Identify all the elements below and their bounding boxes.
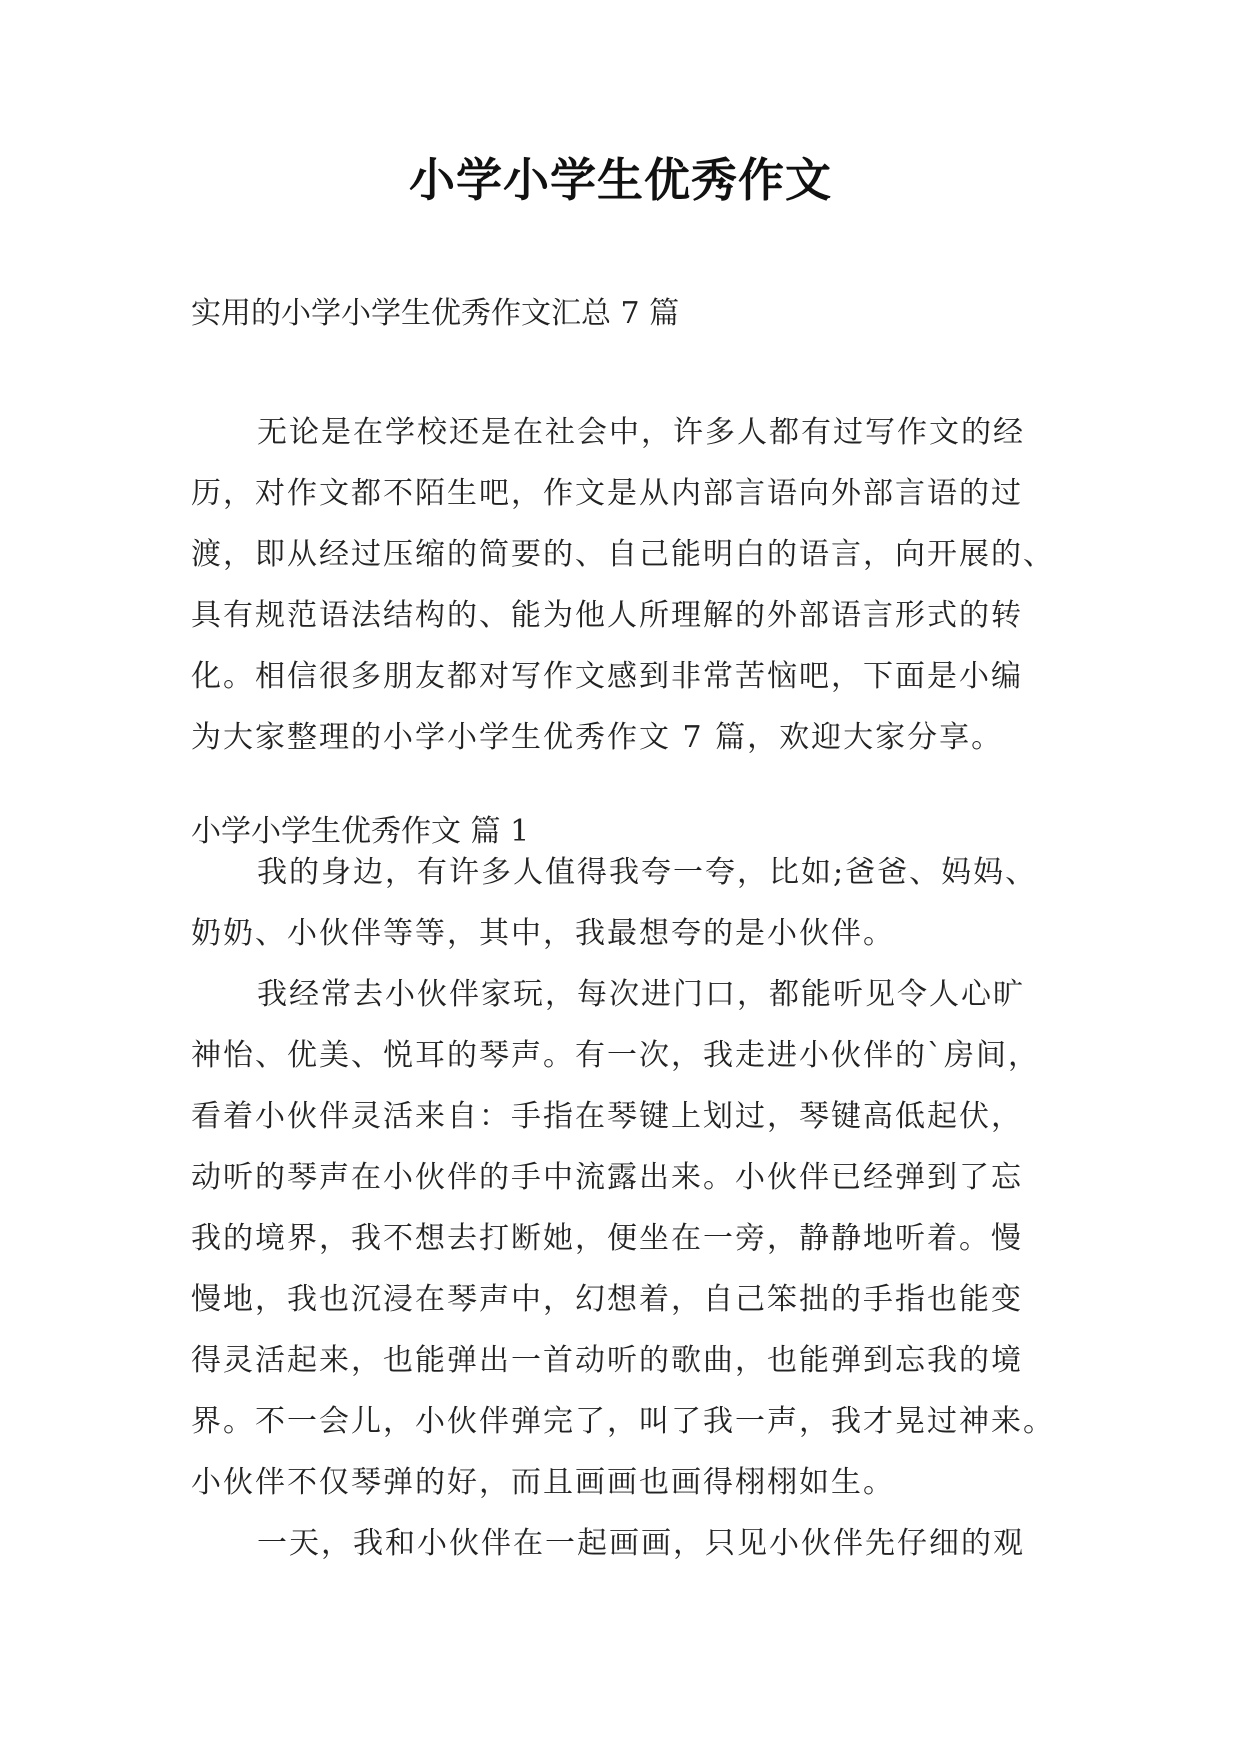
paragraph-line: 我经常去小伙伴家玩，每次进门口，都能听见令人心旷 (257, 977, 1025, 1012)
paragraph-line: 历，对作文都不陌生吧，作文是从内部言语向外部言语的过 (191, 476, 1023, 511)
paragraph-line: 慢地，我也沉浸在琴声中，幻想着，自己笨拙的手指也能变 (191, 1282, 1023, 1317)
paragraph-line: 我的境界，我不想去打断她，便坐在一旁，静静地听着。慢 (191, 1221, 1023, 1256)
document-subtitle: 实用的小学小学生优秀作文汇总 7 篇 (191, 296, 680, 331)
document-title: 小学小学生优秀作文 (409, 153, 832, 207)
paragraph-line: 奶奶、小伙伴等等，其中，我最想夸的是小伙伴。 (191, 916, 895, 951)
paragraph-line: 看着小伙伴灵活来自：手指在琴键上划过，琴键高低起伏， (191, 1099, 1023, 1134)
paragraph-line: 动听的琴声在小伙伴的手中流露出来。小伙伴已经弹到了忘 (191, 1160, 1023, 1195)
paragraph-line: 一天，我和小伙伴在一起画画，只见小伙伴先仔细的观 (257, 1526, 1025, 1561)
paragraph-line: 界。不一会儿，小伙伴弹完了，叫了我一声，我才晃过神来。 (191, 1404, 1055, 1439)
paragraph-line: 神怡、优美、悦耳的琴声。有一次，我走进小伙伴的`房间， (191, 1038, 1040, 1073)
paragraph-line: 渡，即从经过压缩的简要的、自己能明白的语言，向开展的、 (191, 537, 1055, 572)
paragraph-line: 为大家整理的小学小学生优秀作文 7 篇，欢迎大家分享。 (191, 720, 1004, 755)
paragraph-line: 无论是在学校还是在社会中，许多人都有过写作文的经 (257, 415, 1025, 450)
paragraph-line: 具有规范语法结构的、能为他人所理解的外部语言形式的转 (191, 598, 1023, 633)
paragraph-line: 我的身边，有许多人值得我夸一夸，比如;爸爸、妈妈、 (257, 855, 1038, 890)
section-heading: 小学小学生优秀作文 篇 1 (191, 814, 530, 849)
paragraph-line: 小伙伴不仅琴弹的好，而且画画也画得栩栩如生。 (191, 1465, 895, 1500)
intro-paragraph (191, 402, 1061, 768)
paragraph-line: 得灵活起来，也能弹出一首动听的歌曲，也能弹到忘我的境 (191, 1343, 1023, 1378)
essay-body (191, 842, 1061, 1574)
paragraph-line: 化。相信很多朋友都对写作文感到非常苦恼吧，下面是小编 (191, 659, 1023, 694)
